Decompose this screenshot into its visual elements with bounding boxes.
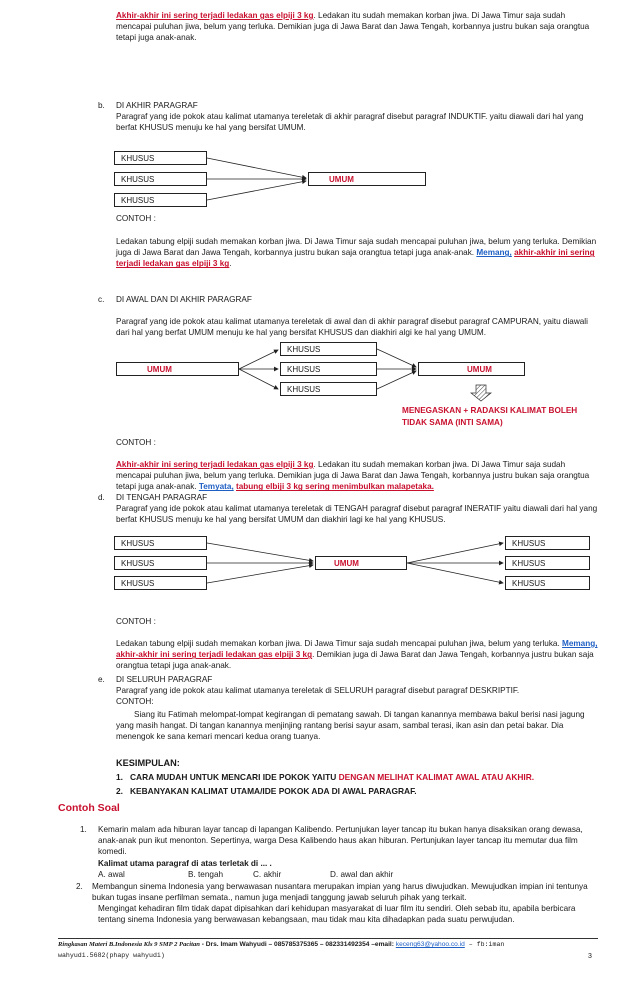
kesimpulan-item-1-text: CARA MUDAH UNTUK MENCARI IDE POKOK YAITU xyxy=(129,772,339,782)
c-umum-right-box: UMUM xyxy=(418,362,525,376)
c-example-red: Akhir-akhir ini sering terjadi ledakan gas elpiji 3 kg xyxy=(116,460,314,469)
b-khusus-box-2: KHUSUS xyxy=(114,172,207,186)
b-khusus-box-1: KHUSUS xyxy=(114,151,207,165)
kesimpulan-item-2 xyxy=(116,786,417,797)
c-khusus-box-3: KHUSUS xyxy=(280,382,377,396)
q2-text2: Mengingat kehadiran film tidak dapat dipisahkan dari kehidupan masyarakat di luar film itu sendiri. Oleh sebab itu, apabila berbicara tentang sinema Indonesia yang berwawasan kebangsaan, mau tidak mau kita dihadapkan pada suatu perwujudan. xyxy=(98,904,576,925)
section-b-marker: b. xyxy=(98,101,105,110)
kesimpulan-item-1-num: 1. xyxy=(116,772,123,782)
d-example-blue: Memang, xyxy=(562,639,598,648)
footer-rule xyxy=(58,938,598,939)
section-e-title: DI SELURUH PARAGRAF xyxy=(116,675,213,684)
q2-text: Membangun sinema Indonesia yang berwawasan nusantara merupakan impian yang harus diwujudkan. Mewujudkan impian ini tentunya bukan tugas insane perfilman semata., namun juga menjadi tanggung jawab seluruh pihak yang terkait. xyxy=(92,882,588,903)
section-c-title: DI AWAL DAN DI AKHIR PARAGRAF xyxy=(116,295,252,304)
b-example-end: . xyxy=(229,259,232,269)
b-khusus-box-3: KHUSUS xyxy=(114,193,207,207)
kesimpulan-item-2-num: 2. xyxy=(116,786,123,796)
e-example: Siang itu Fatimah melompat-lompat kegirangan di pematang sawah. Di tangan kanannya membawa bakul berisi nasi jagung yang masih hangat. Di tangan kanannya menjinjing rantang berisi sayur asam, sambal terasi, ikan asin dan petai bakar. Dia menengok ke sana kemari mencari kedua orang tuanya. xyxy=(116,710,585,742)
q1-text: Kemarin malam ada hiburan layar tancap di lapangan Kalibendo. Pertunjukan layer tancap itu bukan hanya disaksikan orang dewasa, anak-anak pun ikut menonton. Sepertinya, warga Desa Kalibendo haus akan hiburan. Pertunjukan layer tancap itu memutar dua film komedi. xyxy=(98,825,583,857)
d-example-red: akhir-akhir ini sering terjadi ledakan gas elpiji 3 kg xyxy=(116,650,313,660)
section-e-desc: Paragraf yang ide pokok atau kalimat utamanya tereletak di SELURUH paragraf disebut paragraf DESKRIPTIF. xyxy=(116,686,520,695)
c-contoh-label: CONTOH : xyxy=(116,438,156,447)
d-contoh-label: CONTOH : xyxy=(116,617,156,626)
footer-left: Ringkasan Materi B.Indonesia Kls 9 SMP 2 Pacitan xyxy=(58,941,200,948)
d-left-khusus-1: KHUSUS xyxy=(114,536,207,550)
section-c-marker: c. xyxy=(98,295,105,304)
d-left-khusus-2: KHUSUS xyxy=(114,556,207,570)
c-khusus-box-2: KHUSUS xyxy=(280,362,377,376)
footer-author: - Drs. Imam Wahyudi – 085785375365 – 082331492354 –email: xyxy=(199,941,396,948)
section-d-desc: Paragraf yang ide pokok atau kalimat utamanya tereletak di TENGAH paragraf disebut paragraf INERATIF yaitu diawali dari hal yang berfat KHUSUS menuju ke hal yang bersifat UMUM dan diakhiri lagi ke hal yang KHUSUS. xyxy=(116,504,598,525)
section-c-desc: Paragraf yang ide pokok atau kalimat utamanya tereletak di awal dan di akhir paragraf disebut paragraf CAMPURAN, yaitu diawali dari hal yang berfat UMUM menuju ke hal yang bersifat KHUSUS dan diakhiri algi ke hal yang UMUM. xyxy=(116,317,588,338)
c-note-line2: TIDAK SAMA (INTI SAMA) xyxy=(402,418,503,427)
c-example-blue: Temyata, xyxy=(198,482,234,492)
footer-line-1 xyxy=(58,940,598,950)
kesimpulan-item-2-text: KEBANYAKAN KALIMAT UTAMA/IDE POKOK ADA DI AWAL PARAGRAF xyxy=(129,786,415,796)
e-contoh-label: CONTOH: xyxy=(116,697,154,706)
b-example-blue: Memang, xyxy=(476,248,512,258)
b-example-text: Ledakan tabung elpiji sudah memakan korban jiwa. Di Jawa Timur saja sudah mencapai puluhan jiwa, belum yang terluka. Demikian juga di Jawa Barat dan Jawa Tengah, korbannya justru bukan saja orangtua tetapi juga anak-anak. xyxy=(116,237,597,258)
section-b-desc: Paragraf yang ide pokok atau kalimat utamanya tereletak di akhir paragraf disebut paragraf INDUKTIF. yaitu diawali dari hal yang berfat KHUSUS menuju ke hal yang bersifat UMUM. xyxy=(116,112,584,133)
d-right-khusus-2: KHUSUS xyxy=(505,556,590,570)
b-umum-box: UMUM xyxy=(308,172,426,186)
q2-num: 2. xyxy=(76,882,83,891)
section-b-title: DI AKHIR PARAGRAF xyxy=(116,101,198,110)
d-right-khusus-1: KHUSUS xyxy=(505,536,590,550)
section-d-title: DI TENGAH PARAGRAF xyxy=(116,493,208,502)
intro-text: . Ledakan itu sudah memakan korban jiwa. Di Jawa Timur saja sudah mencapai puluhan jiwa, belum yang terluka. Demikian juga di Jawa Barat dan Jawa Tengah, korbannya justru bukan saja orangtua tetapi juga anak-anak. xyxy=(116,11,590,43)
footer-line-2: wahyudi.5682(phapy wahyudi) xyxy=(58,952,165,959)
kesimpulan-item-1-red: DENGAN MELIHAT KALIMAT AWAL ATAU AKHIR. xyxy=(338,772,535,782)
q1-option-d: D. awal dan akhir xyxy=(330,870,394,879)
c-note-line1: MENEGASKAN + RADAKSI KALIMAT BOLEH xyxy=(402,406,578,415)
c-umum-left-box: UMUM xyxy=(116,362,239,376)
c-example-text: . Ledakan itu sudah memakan korban jiwa. Di Jawa Timur saja sudah mencapai puluhan jiwa, belum yang terluka. Demikian juga di Jawa Barat dan Jawa Tengah, korbannya justru bukan saja orangtua tetapi juga anak-anak. xyxy=(116,460,590,492)
footer-fb: – fb:iman xyxy=(464,941,505,948)
q1-question: Kalimat utama paragraf di atas terletak di ... . xyxy=(98,859,272,868)
d-right-khusus-3: KHUSUS xyxy=(505,576,590,590)
footer-email-link[interactable]: keceng63@yahoo.co.id xyxy=(395,941,465,948)
kesimpulan-item-1 xyxy=(116,772,534,783)
b-example-red: akhir-akhir ini sering terjadi ledakan gas elpiji 3 kg xyxy=(116,248,595,269)
d-example xyxy=(116,638,602,672)
d-example-end: . Demikian juga di Jawa Barat dan Jawa Tengah, korbannya justru bukan saja orangtua tetapi juga anak-anak. xyxy=(116,650,594,671)
page-number: 3 xyxy=(588,953,592,960)
q1-num: 1. xyxy=(80,825,87,834)
intro-highlight: Akhir-akhir ini sering terjadi ledakan gas elpiji 3 kg xyxy=(116,11,314,20)
c-example-red2: tabung elbiji 3 kg sering menimbulkan malapetaka. xyxy=(236,482,434,492)
d-left-khusus-3: KHUSUS xyxy=(114,576,207,590)
q1-option-a: A. awal xyxy=(98,870,125,879)
c-khusus-box-1: KHUSUS xyxy=(280,342,377,356)
d-example-text: Ledakan tabung elpiji sudah memakan korban jiwa. Di Jawa Timur saja sudah mencapai puluhan jiwa, belum yang terluka. xyxy=(116,639,563,648)
q1-option-c: C. akhir xyxy=(253,870,282,879)
section-e-marker: e. xyxy=(98,675,105,684)
contoh-soal-title: Contoh Soal xyxy=(58,802,120,814)
kesimpulan-title: KESIMPULAN: xyxy=(116,758,180,768)
d-umum-box: UMUM xyxy=(315,556,407,570)
b-contoh-label: CONTOH : xyxy=(116,214,156,223)
kesimpulan-item-2-end: . xyxy=(414,786,417,796)
section-d-marker: d. xyxy=(98,493,105,502)
q1-option-b: B. tengah xyxy=(188,870,224,879)
